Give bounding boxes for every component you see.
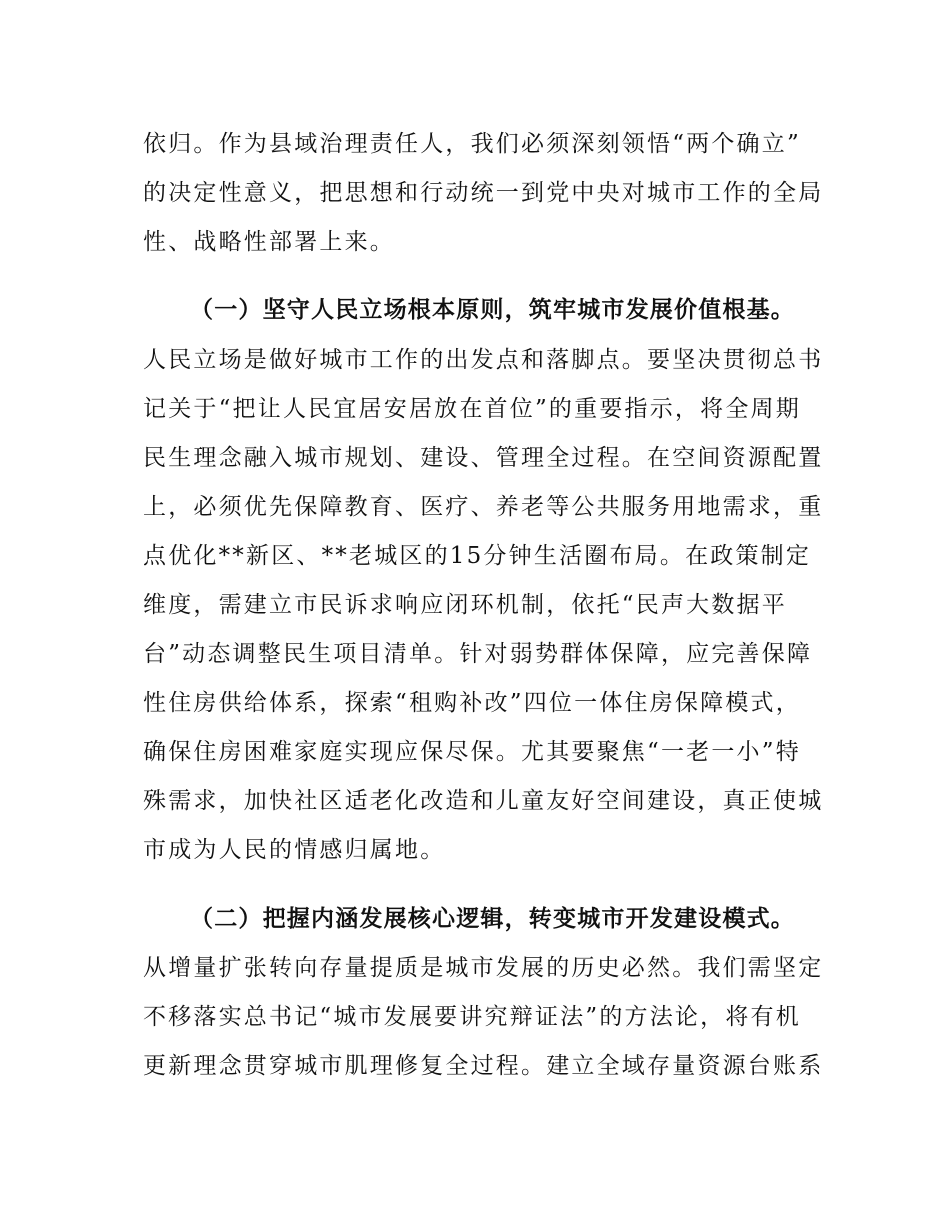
- section1-line: 人民立场是做好城市工作的出发点和落脚点。要坚决贯彻总书: [143, 347, 824, 373]
- section2-line: 从增量扩张转向存量提质是城市发展的历史必然。我们需坚定: [143, 955, 824, 981]
- section2-line: 不移落实总书记“城市发展要讲究辩证法”的方法论，将有机: [143, 1004, 801, 1030]
- section2-line: 更新理念贯穿城市肌理修复全过程。建立全域存量资源台账系: [143, 1053, 824, 1079]
- section1-line: 确保住房困难家庭实现应保尽保。尤其要聚焦“一老一小”特: [143, 739, 801, 765]
- section1-heading: （一）坚守人民立场根本原则，筑牢城市发展价值根基。: [190, 297, 795, 323]
- section1-line: 民生理念融入城市规划、建设、管理全过程。在空间资源配置: [143, 445, 824, 471]
- intro-line: 性、战略性部署上来。: [143, 229, 395, 255]
- section2-heading: （二）把握内涵发展核心逻辑，转变城市开发建设模式。: [190, 906, 795, 932]
- intro-line: 依归。作为县域治理责任人，我们必须深刻领悟“两个确立”: [143, 131, 801, 157]
- section1-line: 性住房供给体系，探索“租购补改”四位一体住房保障模式，: [143, 690, 801, 716]
- section1-line: 记关于“把让人民宜居安居放在首位”的重要指示，将全周期: [143, 396, 801, 422]
- section1-line: 台”动态调整民生项目清单。针对弱势群体保障，应完善保障: [143, 641, 813, 667]
- section1-line: 上，必须优先保障教育、医疗、养老等公共服务用地需求，重: [143, 494, 824, 520]
- section1-line: 市成为人民的情感归属地。: [143, 837, 446, 863]
- section1-line: 点优化**新区、**老城区的15分钟生活圈布局。在政策制定: [143, 543, 812, 569]
- section1-line: 殊需求，加快社区适老化改造和儿童友好空间建设，真正使城: [143, 788, 824, 814]
- section1-line: 维度，需建立市民诉求响应闭环机制，依托“民声大数据平: [143, 592, 787, 618]
- intro-line: 的决定性意义，把思想和行动统一到党中央对城市工作的全局: [143, 180, 824, 206]
